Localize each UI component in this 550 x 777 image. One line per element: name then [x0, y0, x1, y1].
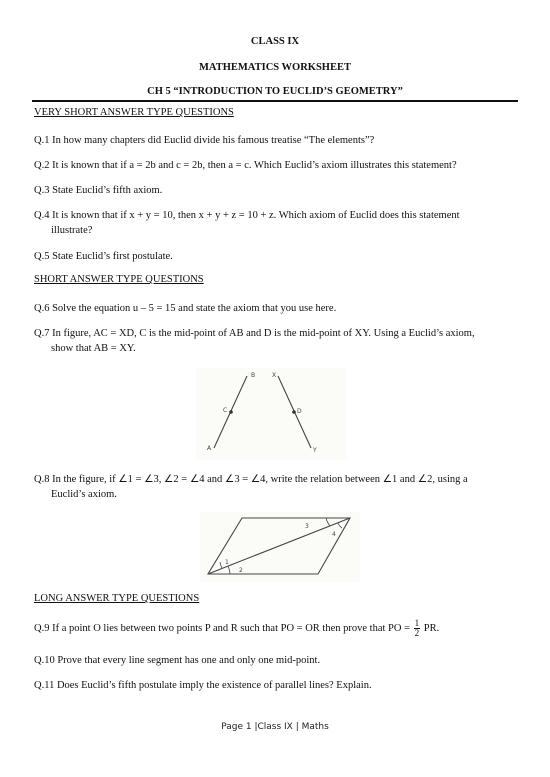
figure-parallelogram [200, 512, 360, 582]
question-7-line1: Q.7 In figure, AC = XD, C is the mid-point of AB and D is the mid-point of XY. Using a Euclid’s axiom, [34, 328, 475, 339]
section-long: LONG ANSWER TYPE QUESTIONS [34, 593, 200, 604]
point-d [292, 410, 296, 414]
question-11: Q.11 Does Euclid’s fifth postulate imply the existence of parallel lines? Explain. [34, 680, 372, 691]
angle-label-3: 3 [305, 523, 309, 530]
question-7-line2: show that AB = XY. [51, 343, 136, 354]
question-7 [34, 326, 514, 356]
question-2: Q.2 It is known that if a = 2b and c = 2b, then a = c. Which Euclid’s axiom illustrates this statement? [34, 160, 457, 171]
page-footer: Page 1 |Class IX | Maths [221, 722, 329, 732]
question-8 [34, 472, 514, 502]
angle-label-2: 2 [239, 567, 243, 574]
question-9-end: PR. [423, 622, 440, 634]
header-rule [32, 100, 518, 102]
question-4-line1: Q.4 It is known that if x + y = 10, then x + y + z = 10 + z. Which axiom of Euclid does this statement [34, 210, 460, 221]
class-heading: CLASS IX [250, 36, 300, 47]
label-a: A [207, 445, 212, 452]
label-d: D [297, 408, 302, 415]
label-c: C [223, 407, 228, 414]
question-9-text: Q.9 If a point O lies between two points P and R such that PO = OR then prove that PO = [34, 622, 410, 634]
angle-label-1: 1 [225, 559, 229, 566]
question-9 [34, 619, 514, 638]
section-short: SHORT ANSWER TYPE QUESTIONS [34, 274, 204, 285]
question-1: Q.1 In how many chapters did Euclid divide his famous treatise “The elements”? [34, 135, 375, 146]
figure-segments [196, 368, 346, 460]
label-y: Y [313, 447, 317, 454]
section-very-short: VERY SHORT ANSWER TYPE QUESTIONS [34, 107, 234, 118]
question-4-line2: illustrate? [51, 225, 93, 236]
question-3: Q.3 State Euclid’s fifth axiom. [34, 185, 163, 196]
label-b: B [251, 372, 256, 379]
question-8-line1: Q.8 In the figure, if ∠1 = ∠3, ∠2 = ∠4 and ∠3 = ∠4, write the relation between ∠1 and ∠2, using a [34, 474, 468, 485]
angle-label-4: 4 [332, 531, 336, 538]
chapter-title: CH 5 “INTRODUCTION TO EUCLID’S GEOMETRY” [147, 86, 403, 97]
question-4 [34, 208, 514, 238]
question-10: Q.10 Prove that every line segment has one and only one mid-point. [34, 655, 321, 666]
worksheet-title: MATHEMATICS WORKSHEET [199, 62, 351, 73]
fraction-one-half: $\frac{1}{2}$ [414, 618, 420, 638]
question-6: Q.6 Solve the equation u – 5 = 15 and state the axiom that you use here. [34, 303, 337, 314]
label-x: X [272, 372, 277, 379]
point-c [229, 410, 233, 414]
question-5: Q.5 State Euclid’s first postulate. [34, 251, 173, 262]
question-8-line2: Euclid’s axiom. [51, 489, 117, 500]
